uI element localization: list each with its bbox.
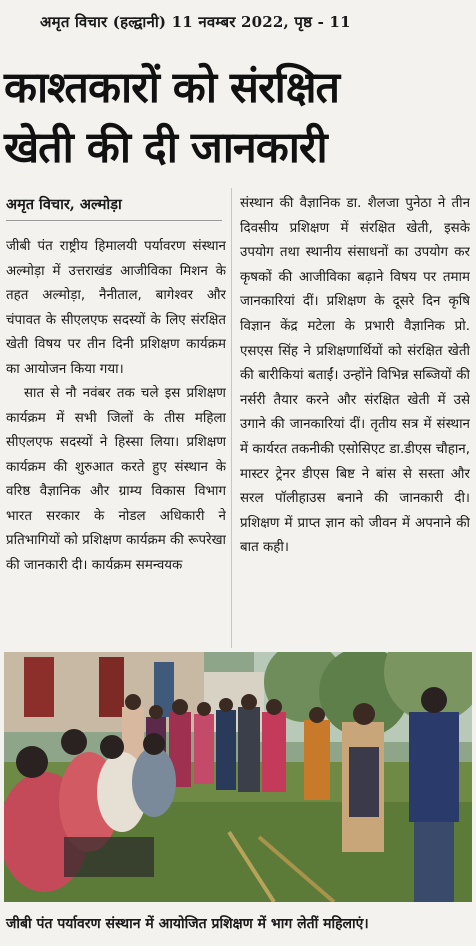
- newspaper-masthead: अमृत विचार (हल्द्वानी) 11 नवम्बर 2022, पृष्ठ - 11: [40, 13, 351, 31]
- article-paragraph-3: संस्थान की वैज्ञानिक डा. शैलजा पुनेठा ने तीन दिवसीय प्रशिक्षण में संरक्षित खेती, इसके उपयोग तथा स्थानीय संसाधनों का उपयोग कर कृषकों की आजीविका बढ़ाने विषय पर तमाम जानकारियां दीं। प्रशिक्षण के दूसरे दिन कृषि विज्ञान केंद्र मटेला के प्रभारी वैज्ञानिक प्रो. एसएस सिंह ने प्रशिक्षणार्थियों को संरक्षित खेती की बारीकियां बताईं। उन्होंने विभिन्न सब्जियों की नर्सरी तैयार करने और संरक्षित खेती में उसे उगाने की जानकारियां दीं। तृतीय सत्र में संस्थान में कार्यरत तकनीकी एसोसिएट डा.डीएस चौहान, मास्टर ट्रेनर डीएस बिष्ट ने बांस से सस्ता और सरल पॉलीहाउस बनाने की जानकारी दी। प्रशिक्षण में प्राप्त ज्ञान को जीवन में अपनाने की बात कही।: [240, 196, 470, 556]
- photo-illustration: [4, 652, 472, 902]
- article-column-right: [240, 192, 470, 647]
- headline-line-1: काश्तकारों को संरक्षित: [4, 63, 340, 113]
- training-photo: [4, 652, 472, 902]
- headline: [4, 58, 472, 178]
- headline-line-2: खेती की दी जानकारी: [4, 123, 327, 173]
- article-column-left: [6, 235, 226, 645]
- dateline: अमृत विचार, अल्मोड़ा: [6, 194, 222, 221]
- column-divider: [231, 188, 232, 648]
- photo-caption: जीबी पंत पर्यावरण संस्थान में आयोजित प्रशिक्षण में भाग लेतीं महिलाएं।: [6, 916, 369, 932]
- article-paragraph-2: सात से नौ नवंबर तक चले इस प्रशिक्षण कार्यक्रम में सभी जिलों के तीस महिला सीएलएफ सदस्यों ने हिस्सा लिया। प्रशिक्षण कार्यक्रम की शुरुआत करते हुए संस्थान के वरिष्ठ वैज्ञानिक और ग्राम्य विकास विभाग भारत सरकार के नोडल अधिकारी ने प्रतिभागियों को प्रशिक्षण कार्यक्रम की रूपरेखा की जानकारी दी। कार्यक्रम समन्वयक: [6, 386, 226, 573]
- article-paragraph-1: जीबी पंत राष्ट्रीय हिमालयी पर्यावरण संस्थान अल्मोड़ा में उत्तराखंड आजीविका मिशन के तहत अल्मोड़ा, नैनीताल, बागेश्वर और चंपावत के सीएलएफ सदस्यों के लिए संरक्षित खेती विषय पर तीन दिनी प्रशिक्षण कार्यक्रम का आयोजन किया गया।: [6, 239, 226, 377]
